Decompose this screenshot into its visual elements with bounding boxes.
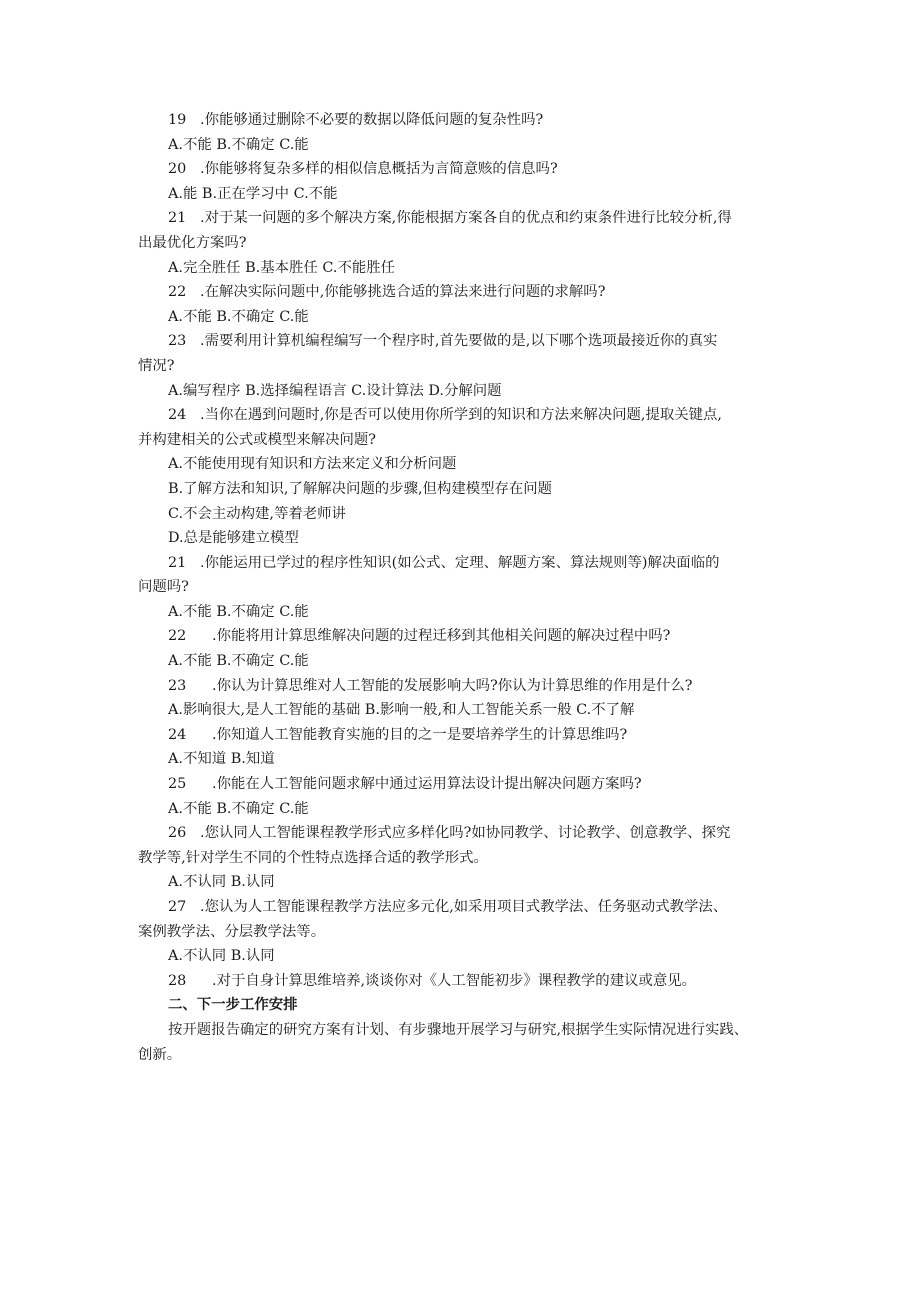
answer-options: A.不知道 B.知道	[168, 751, 275, 768]
continuation-line: 情况?	[138, 357, 175, 374]
answer-options: A.不能 B.不确定 C.能	[168, 136, 309, 153]
question-line	[138, 551, 788, 576]
continuation-line: 创新。	[138, 1046, 182, 1063]
question-line	[138, 969, 788, 994]
answer-options: A.影响很大,是人工智能的基础 B.影响一般,和人工智能关系一般 C.不了解	[168, 702, 635, 719]
question-text: .在解决实际问题中,你能够挑选合适的算法来进行问题的求解吗?	[200, 284, 606, 301]
question-text: .你能将用计算思维解决问题的过程迁移到其他相关问题的解决过程中吗?	[212, 628, 671, 645]
answer-options: A.完全胜任 B.基本胜任 C.不能胜任	[168, 259, 396, 276]
question-number: 23	[168, 677, 187, 694]
question-line	[138, 624, 788, 649]
question-number: 23	[168, 333, 187, 350]
answer-options: A.不能 B.不确定 C.能	[168, 800, 309, 817]
question-line	[138, 157, 788, 182]
answer-options: A.不认同 B.认同	[168, 948, 275, 965]
question-line	[138, 723, 788, 748]
question-text: .你能够通过删除不必要的数据以降低问题的复杂性吗?	[200, 112, 544, 128]
question-text: .您认为人工智能课程教学方法应多元化,如采用项目式教学法、任务驱动式教学法、	[200, 899, 728, 915]
question-number: 28	[168, 972, 187, 989]
continuation-line: 出最优化方案吗?	[138, 234, 247, 251]
question-line	[138, 821, 788, 846]
continuation-line: 案例教学法、分层教学法等。	[138, 923, 326, 940]
question-number: 22	[168, 628, 187, 645]
question-number: 26	[168, 825, 187, 842]
continuation-line: 教学等,针对学生不同的个性特点选择合适的教学形式。	[138, 849, 488, 866]
question-text: .当你在遇到问题时,你是否可以使用你所学到的知识和方法来解决问题,提取关键点,	[200, 407, 722, 424]
question-line	[138, 108, 788, 133]
answer-options: A.编写程序 B.选择编程语言 C.设计算法 D.分解问题	[168, 382, 502, 399]
question-line	[138, 895, 788, 920]
continuation-line: 问题吗?	[138, 579, 189, 596]
question-number: 20	[168, 161, 187, 178]
answer-options: A.能 B.正在学习中 C.不能	[168, 185, 338, 202]
document-page	[138, 108, 788, 1067]
question-number: 25	[168, 776, 187, 793]
question-line	[138, 674, 788, 699]
answer-options: A.不能 B.不确定 C.能	[168, 653, 309, 670]
answer-options: C.不会主动构建,等着老师讲	[168, 505, 346, 522]
question-text: .你能运用已学过的程序性知识(如公式、定理、解题方案、算法规则等)解决面临的	[200, 554, 720, 571]
question-text: .对于自身计算思维培养,谈谈你对《人工智能初步》课程教学的建议或意见。	[212, 972, 697, 989]
question-line	[138, 403, 788, 428]
question-text: .你能在人工智能问题求解中通过运用算法设计提出解决问题方案吗?	[212, 776, 642, 793]
question-number: 19	[168, 112, 187, 128]
question-number: 21	[168, 210, 187, 227]
question-line	[138, 772, 788, 797]
question-text: .你知道人工智能教育实施的目的之一是要培养学生的计算思维吗?	[212, 726, 628, 743]
continuation-line: 并构建相关的公式或模型来解决问题?	[138, 431, 376, 448]
question-line	[138, 329, 788, 354]
question-line	[138, 206, 788, 231]
answer-options: D.总是能够建立模型	[168, 530, 299, 547]
question-text: .你能够将复杂多样的相似信息概括为言简意赅的信息吗?	[200, 161, 558, 178]
question-text: .对于某一问题的多个解决方案,你能根据方案各自的优点和约束条件进行比较分析,得	[200, 210, 732, 227]
answer-options: A.不能 B.不确定 C.能	[168, 603, 309, 620]
answer-options: A.不能使用现有知识和方法来定义和分析问题	[168, 456, 457, 473]
answer-options: A.不能 B.不确定 C.能	[168, 308, 309, 325]
question-text: .需要利用计算机编程编写一个程序时,首先要做的是,以下哪个选项最接近你的真实	[200, 333, 718, 350]
section-heading: 二、下一步工作安排	[168, 997, 298, 1014]
question-number: 21	[168, 554, 187, 571]
question-number: 22	[168, 284, 187, 301]
question-number: 27	[168, 899, 187, 915]
question-number: 24	[168, 407, 187, 424]
question-line	[138, 280, 788, 305]
paragraph-line: 按开题报告确定的研究方案有计划、有步骤地开展学习与研究,根据学生实际情况进行实践、	[168, 1021, 749, 1038]
question-text: .您认同人工智能课程教学形式应多样化吗?如协同教学、讨论教学、创意教学、探究	[200, 825, 731, 842]
question-text: .你认为计算思维对人工智能的发展影响大吗?你认为计算思维的作用是什么?	[212, 677, 693, 694]
question-number: 24	[168, 726, 187, 743]
answer-options: B.了解方法和知识,了解解决问题的步骤,但构建模型存在问题	[168, 480, 553, 497]
answer-options: A.不认同 B.认同	[168, 874, 275, 891]
